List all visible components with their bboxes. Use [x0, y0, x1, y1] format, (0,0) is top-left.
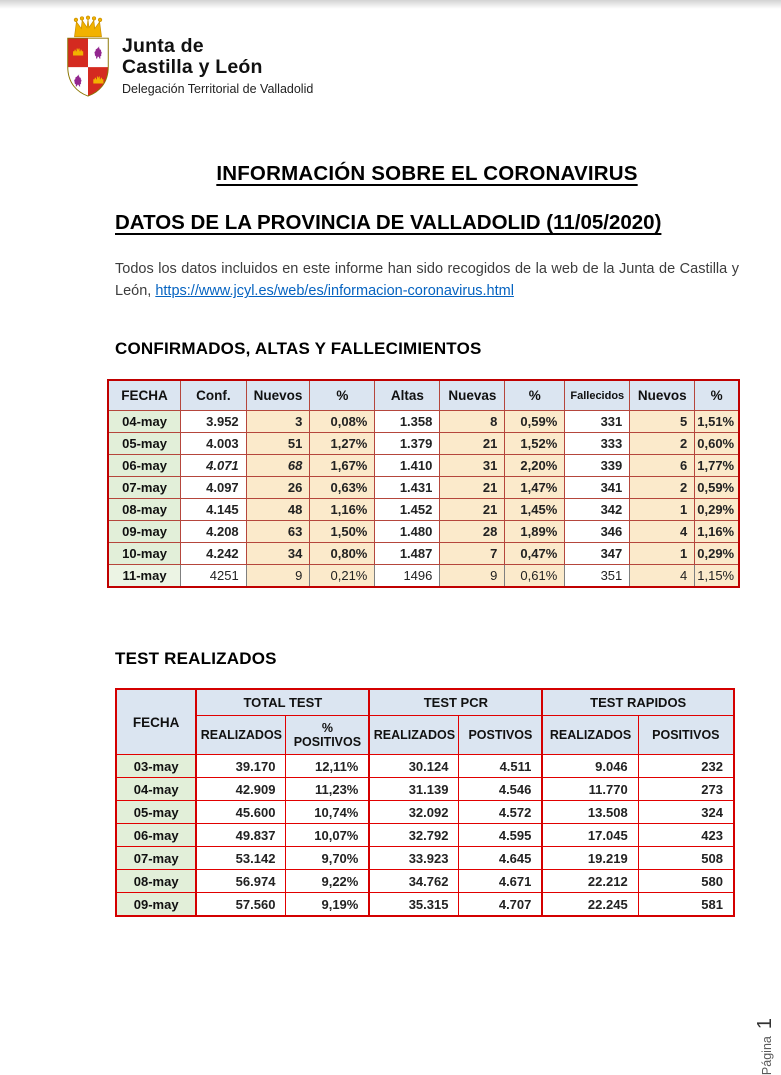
- total-pct-positivos-cell: 12,11%: [286, 755, 369, 778]
- pct-conf-cell: 0,63%: [310, 477, 375, 499]
- conf-cell: 4.145: [181, 499, 247, 521]
- pct-fall-cell: 0,29%: [695, 543, 739, 565]
- fallecidos-cell: 331: [565, 411, 630, 433]
- intro-paragraph: [115, 258, 739, 303]
- nuevas-cell: 31: [440, 455, 505, 477]
- crown-icon: [74, 16, 102, 37]
- confirmados-row: [108, 499, 739, 521]
- pct-altas-cell: 1,89%: [505, 521, 565, 543]
- fallecidos-cell: 351: [565, 565, 630, 587]
- pcr-realizados-cell: 31.139: [369, 778, 459, 801]
- pct-conf-cell: 1,67%: [310, 455, 375, 477]
- sub-header-pcr-postivos: POSTIVOS: [459, 716, 542, 755]
- total-realizados-cell: 39.170: [196, 755, 286, 778]
- nuevas-cell: 21: [440, 477, 505, 499]
- rapidos-realizados-cell: 22.245: [542, 893, 638, 916]
- col-header-nuevos-fall: Nuevos: [630, 380, 695, 411]
- pct-fall-cell: 1,51%: [695, 411, 739, 433]
- rapidos-positivos-cell: 273: [638, 778, 734, 801]
- fecha-cell: 04-may: [116, 778, 196, 801]
- total-realizados-cell: 56.974: [196, 870, 286, 893]
- altas-cell: 1.431: [375, 477, 440, 499]
- rapidos-positivos-cell: 581: [638, 893, 734, 916]
- conf-cell: 4.097: [181, 477, 247, 499]
- col-header-nuevas: Nuevas: [440, 380, 505, 411]
- col-header-nuevos: Nuevos: [246, 380, 310, 411]
- altas-cell: 1496: [375, 565, 440, 587]
- nuevos-fall-cell: 1: [630, 543, 695, 565]
- intro-text: Todos los datos incluidos en este informe han sido recogidos de la web de la Junta de Castilla y León,: [115, 261, 739, 300]
- pct-altas-cell: 0,61%: [505, 565, 565, 587]
- confirmados-row: [108, 411, 739, 433]
- nuevos-fall-cell: 5: [630, 411, 695, 433]
- nuevos-fall-cell: 1: [630, 499, 695, 521]
- rapidos-positivos-cell: 580: [638, 870, 734, 893]
- rapidos-positivos-cell: 324: [638, 801, 734, 824]
- nuevas-cell: 8: [440, 411, 505, 433]
- pct-fall-cell: 0,29%: [695, 499, 739, 521]
- pct-fall-cell: 1,77%: [695, 455, 739, 477]
- pcr-realizados-cell: 35.315: [369, 893, 459, 916]
- org-delegation: Delegación Territorial de Valladolid: [122, 82, 314, 96]
- fecha-cell: 05-may: [108, 433, 181, 455]
- pct-conf-cell: 1,50%: [310, 521, 375, 543]
- fecha-cell: 07-may: [116, 847, 196, 870]
- confirmados-row: [108, 521, 739, 543]
- fecha-cell: 09-may: [116, 893, 196, 916]
- org-text-block: [122, 16, 313, 96]
- rapidos-realizados-cell: 19.219: [542, 847, 638, 870]
- nuevos-cell: 63: [246, 521, 310, 543]
- rapidos-realizados-cell: 9.046: [542, 755, 638, 778]
- group-header-test-rapidos: TEST RAPIDOS: [542, 689, 734, 716]
- nuevos-cell: 48: [246, 499, 310, 521]
- tests-heading: TEST REALIZADOS: [115, 648, 277, 668]
- confirmados-row: [108, 477, 739, 499]
- nuevos-cell: 34: [246, 543, 310, 565]
- pcr-realizados-cell: 32.792: [369, 824, 459, 847]
- group-header-total-test: TOTAL TEST: [196, 689, 369, 716]
- rapidos-realizados-cell: 17.045: [542, 824, 638, 847]
- fallecidos-cell: 347: [565, 543, 630, 565]
- nuevos-cell: 3: [246, 411, 310, 433]
- pct-altas-cell: 2,20%: [505, 455, 565, 477]
- pcr-positivos-cell: 4.546: [459, 778, 542, 801]
- fecha-cell: 11-may: [108, 565, 181, 587]
- rapidos-realizados-cell: 11.770: [542, 778, 638, 801]
- pct-fall-cell: 1,16%: [695, 521, 739, 543]
- nuevos-cell: 68: [246, 455, 310, 477]
- tests-row: [116, 847, 734, 870]
- nuevos-fall-cell: 4: [630, 521, 695, 543]
- document-content: [0, 162, 781, 917]
- fallecidos-cell: 339: [565, 455, 630, 477]
- document-subtitle: DATOS DE LA PROVINCIA DE VALLADOLID (11/05/2020): [115, 211, 662, 234]
- tests-col-header-fecha: FECHA: [116, 689, 196, 755]
- pct-altas-cell: 0,47%: [505, 543, 565, 565]
- junta-coat-of-arms-icon: [63, 16, 113, 98]
- confirmados-row: [108, 455, 739, 477]
- nuevas-cell: 9: [440, 565, 505, 587]
- total-pct-positivos-cell: 10,07%: [286, 824, 369, 847]
- pcr-positivos-cell: 4.595: [459, 824, 542, 847]
- tests-group-header-row: [116, 689, 734, 716]
- confirmados-table: [107, 379, 740, 588]
- conf-cell: 4.003: [181, 433, 247, 455]
- fallecidos-cell: 342: [565, 499, 630, 521]
- nuevas-cell: 28: [440, 521, 505, 543]
- fecha-cell: 05-may: [116, 801, 196, 824]
- altas-cell: 1.487: [375, 543, 440, 565]
- pct-altas-cell: 0,59%: [505, 411, 565, 433]
- col-header-conf: Conf.: [181, 380, 247, 411]
- page-number-vertical: [754, 1018, 777, 1075]
- col-header-fecha: FECHA: [108, 380, 181, 411]
- nuevas-cell: 21: [440, 433, 505, 455]
- conf-cell: 3.952: [181, 411, 247, 433]
- conf-cell: 4.242: [181, 543, 247, 565]
- rapidos-positivos-cell: 508: [638, 847, 734, 870]
- sub-header-total-realizados: REALIZADOS: [196, 716, 286, 755]
- pcr-realizados-cell: 30.124: [369, 755, 459, 778]
- fallecidos-cell: 333: [565, 433, 630, 455]
- confirmados-row: [108, 543, 739, 565]
- altas-cell: 1.410: [375, 455, 440, 477]
- document-title: INFORMACIÓN SOBRE EL CORONAVIRUS: [216, 162, 638, 185]
- total-realizados-cell: 42.909: [196, 778, 286, 801]
- rapidos-realizados-cell: 13.508: [542, 801, 638, 824]
- confirmados-row: [108, 565, 739, 587]
- confirmados-row: [108, 433, 739, 455]
- tests-row: [116, 893, 734, 916]
- fecha-cell: 06-may: [116, 824, 196, 847]
- sub-header-total-pct-positivos: % POSITIVOS: [286, 716, 369, 755]
- rapidos-realizados-cell: 22.212: [542, 870, 638, 893]
- total-pct-positivos-cell: 11,23%: [286, 778, 369, 801]
- org-name-line1: Junta de: [122, 35, 204, 57]
- pct-altas-cell: 1,52%: [505, 433, 565, 455]
- pcr-positivos-cell: 4.707: [459, 893, 542, 916]
- pcr-positivos-cell: 4.511: [459, 755, 542, 778]
- tests-row: [116, 778, 734, 801]
- fallecidos-cell: 346: [565, 521, 630, 543]
- rapidos-positivos-cell: 423: [638, 824, 734, 847]
- sub-header-pcr-realizados: REALIZADOS: [369, 716, 459, 755]
- fecha-cell: 08-may: [116, 870, 196, 893]
- tests-table: [115, 688, 735, 917]
- pct-fall-cell: 1,15%: [695, 565, 739, 587]
- pcr-positivos-cell: 4.645: [459, 847, 542, 870]
- source-link[interactable]: https://www.jcyl.es/web/es/informacion-coronavirus.html: [155, 283, 514, 300]
- pcr-positivos-cell: 4.671: [459, 870, 542, 893]
- tests-row: [116, 824, 734, 847]
- nuevos-cell: 9: [246, 565, 310, 587]
- fecha-cell: 09-may: [108, 521, 181, 543]
- total-realizados-cell: 45.600: [196, 801, 286, 824]
- nuevos-fall-cell: 6: [630, 455, 695, 477]
- altas-cell: 1.452: [375, 499, 440, 521]
- tests-row: [116, 870, 734, 893]
- col-header-fallecidos: Fallecidos: [565, 380, 630, 411]
- fecha-cell: 10-may: [108, 543, 181, 565]
- total-realizados-cell: 53.142: [196, 847, 286, 870]
- sub-header-rapidos-realizados: REALIZADOS: [542, 716, 638, 755]
- page-top-shadow: [0, 0, 781, 9]
- altas-cell: 1.379: [375, 433, 440, 455]
- nuevos-cell: 51: [246, 433, 310, 455]
- pct-fall-cell: 0,60%: [695, 433, 739, 455]
- total-realizados-cell: 49.837: [196, 824, 286, 847]
- conf-cell: 4.071: [181, 455, 247, 477]
- pct-altas-cell: 1,47%: [505, 477, 565, 499]
- total-realizados-cell: 57.560: [196, 893, 286, 916]
- junta-logo: [0, 0, 781, 98]
- page-number: 1: [754, 1018, 776, 1030]
- col-header-pct-altas: %: [505, 380, 565, 411]
- fecha-cell: 07-may: [108, 477, 181, 499]
- tests-row: [116, 755, 734, 778]
- pcr-positivos-cell: 4.572: [459, 801, 542, 824]
- pct-conf-cell: 1,16%: [310, 499, 375, 521]
- nuevas-cell: 7: [440, 543, 505, 565]
- nuevos-fall-cell: 2: [630, 477, 695, 499]
- altas-cell: 1.358: [375, 411, 440, 433]
- pct-altas-cell: 1,45%: [505, 499, 565, 521]
- fecha-cell: 04-may: [108, 411, 181, 433]
- page-label: Página: [760, 1036, 774, 1075]
- fecha-cell: 06-may: [108, 455, 181, 477]
- nuevos-fall-cell: 2: [630, 433, 695, 455]
- org-name-line2: Castilla y León: [122, 56, 263, 78]
- confirmados-header-row: [108, 380, 739, 411]
- nuevos-cell: 26: [246, 477, 310, 499]
- pcr-realizados-cell: 33.923: [369, 847, 459, 870]
- total-pct-positivos-cell: 9,22%: [286, 870, 369, 893]
- sub-header-rapidos-positivos: POSITIVOS: [638, 716, 734, 755]
- conf-cell: 4.208: [181, 521, 247, 543]
- total-pct-positivos-cell: 9,19%: [286, 893, 369, 916]
- pct-conf-cell: 0,08%: [310, 411, 375, 433]
- rapidos-positivos-cell: 232: [638, 755, 734, 778]
- col-header-altas: Altas: [375, 380, 440, 411]
- nuevas-cell: 21: [440, 499, 505, 521]
- pct-conf-cell: 0,21%: [310, 565, 375, 587]
- col-header-pct-conf: %: [310, 380, 375, 411]
- pcr-realizados-cell: 34.762: [369, 870, 459, 893]
- pct-fall-cell: 0,59%: [695, 477, 739, 499]
- fecha-cell: 08-may: [108, 499, 181, 521]
- confirmados-heading: CONFIRMADOS, ALTAS Y FALLECIMIENTOS: [115, 338, 482, 358]
- tests-sub-header-row: [116, 716, 734, 755]
- conf-cell: 4251: [181, 565, 247, 587]
- altas-cell: 1.480: [375, 521, 440, 543]
- col-header-pct-fall: %: [695, 380, 739, 411]
- fecha-cell: 03-may: [116, 755, 196, 778]
- tests-row: [116, 801, 734, 824]
- pcr-realizados-cell: 32.092: [369, 801, 459, 824]
- pct-conf-cell: 0,80%: [310, 543, 375, 565]
- pct-conf-cell: 1,27%: [310, 433, 375, 455]
- total-pct-positivos-cell: 10,74%: [286, 801, 369, 824]
- group-header-test-pcr: TEST PCR: [369, 689, 542, 716]
- total-pct-positivos-cell: 9,70%: [286, 847, 369, 870]
- nuevos-fall-cell: 4: [630, 565, 695, 587]
- fallecidos-cell: 341: [565, 477, 630, 499]
